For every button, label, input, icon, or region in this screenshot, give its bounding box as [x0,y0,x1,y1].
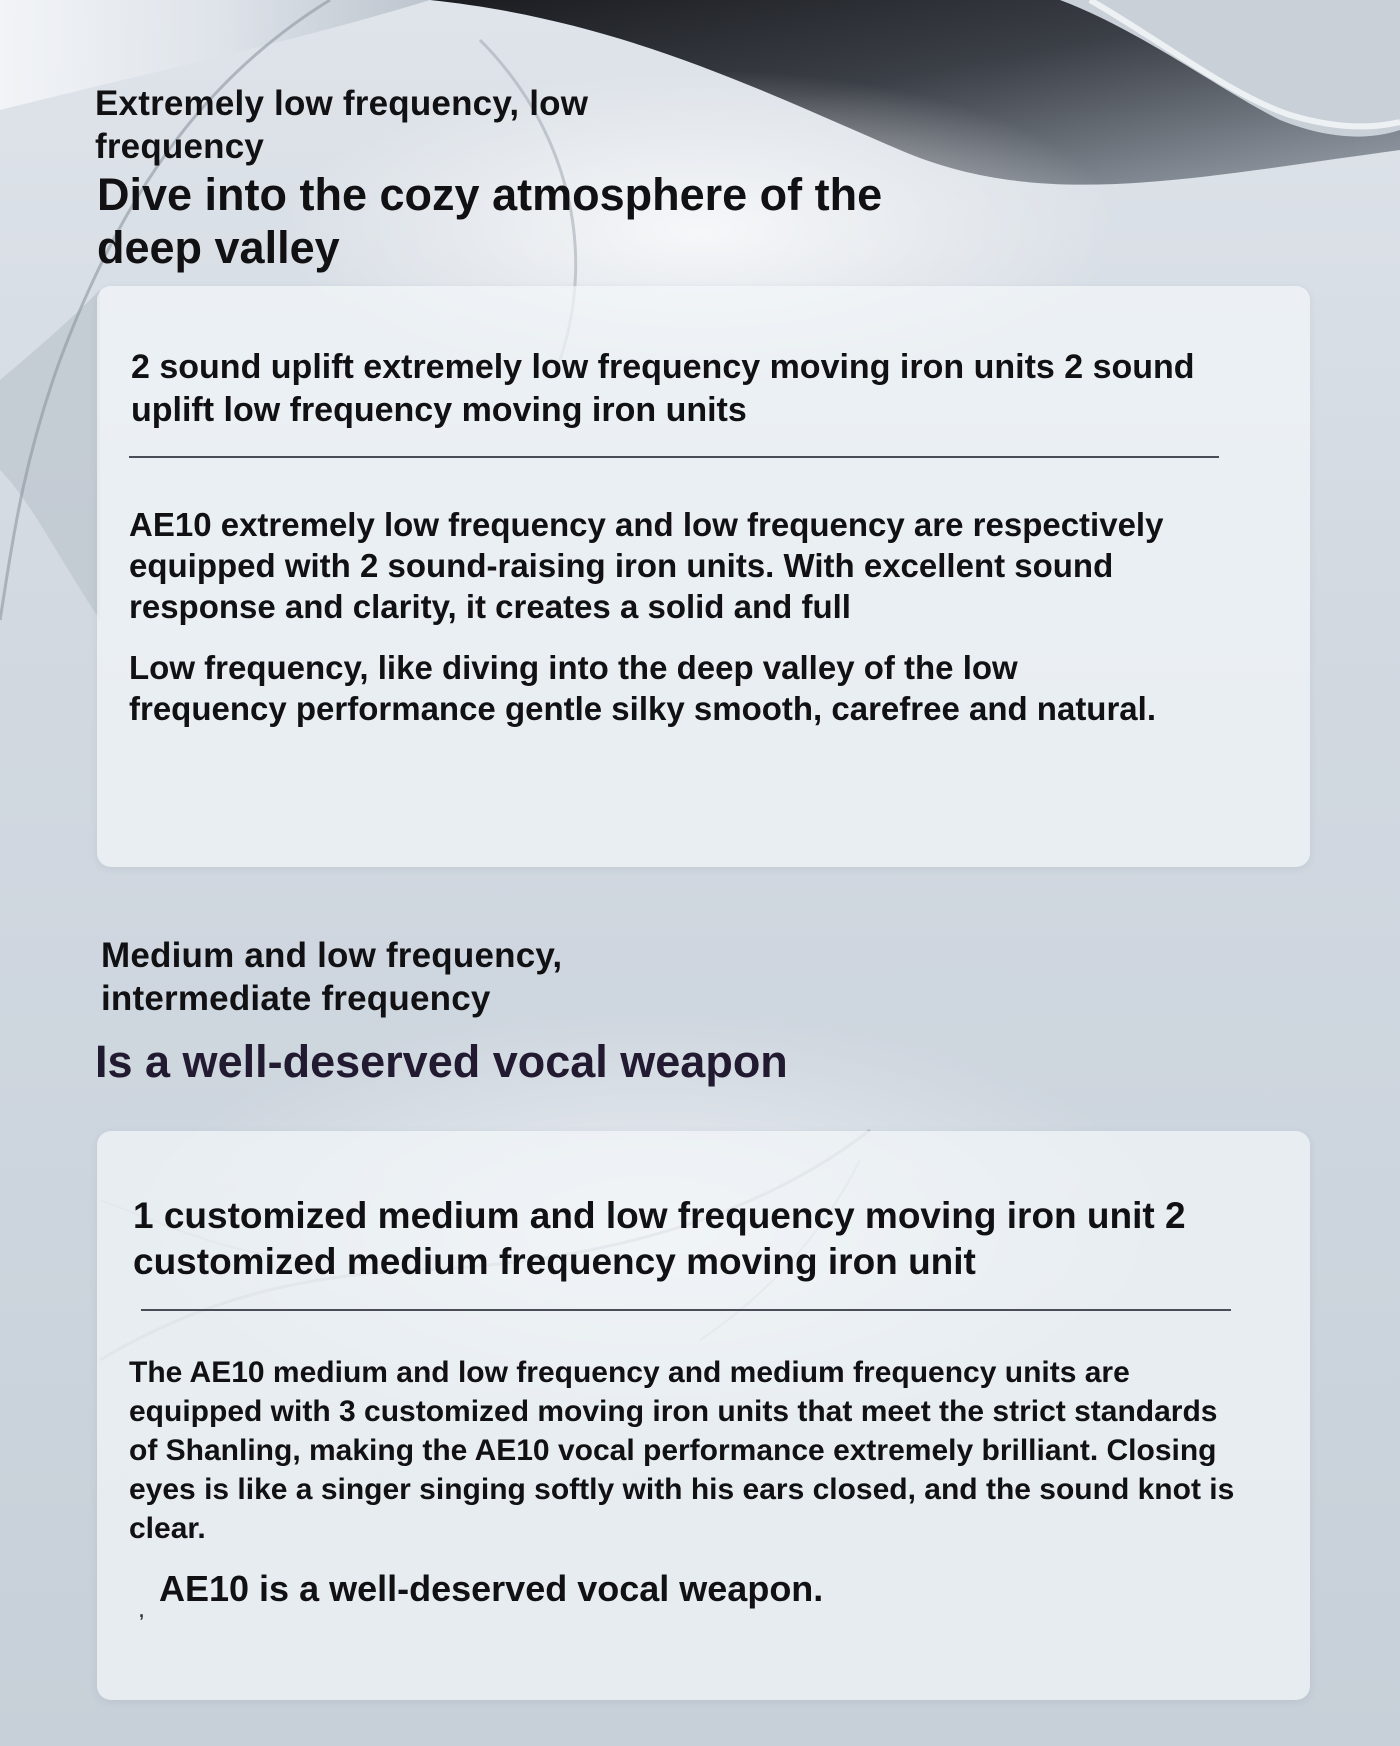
section-2-card [97,1131,1310,1700]
section-1-card-lead: 2 sound uplift extremely low frequency moving iron units 2 sound uplift low frequency moving iron units [131,348,1195,429]
section-2-title: Is a well-deserved vocal weapon [95,1036,788,1087]
section-1-paragraph-2: Low frequency, like diving into the deep valley of the low frequency performance gentle silky smooth, carefree and natural. [129,649,1156,727]
section-2-tick-mark: , [139,1601,145,1621]
section-2-divider [141,1309,1231,1311]
section-1-subtitle: Extremely low frequency, low frequency [95,84,589,166]
section-2-card-lead: 1 customized medium and low frequency moving iron unit 2 customized medium frequency moving iron unit [133,1195,1186,1282]
section-1-card [97,286,1310,867]
section-1-paragraph-1: AE10 extremely low frequency and low frequency are respectively equipped with 2 sound-raising iron units. With excellent sound response and clarity, it creates a solid and full [129,506,1164,625]
section-2-subtitle: Medium and low frequency, intermediate frequency [101,936,563,1018]
section-2-paragraph-2: AE10 is a well-deserved vocal weapon. [159,1568,824,1609]
section-1-divider [129,456,1219,458]
section-2-paragraph-1: The AE10 medium and low frequency and medium frequency units are equipped with 3 customized moving iron units that meet the strict standards of Shanling, making the AE10 vocal performance extremely brilliant. Closing eyes is like a singer singing softly with his ears closed, and the sound knot is clear. [129,1356,1235,1545]
section-1-title: Dive into the cozy atmosphere of the deep valley [97,169,883,273]
